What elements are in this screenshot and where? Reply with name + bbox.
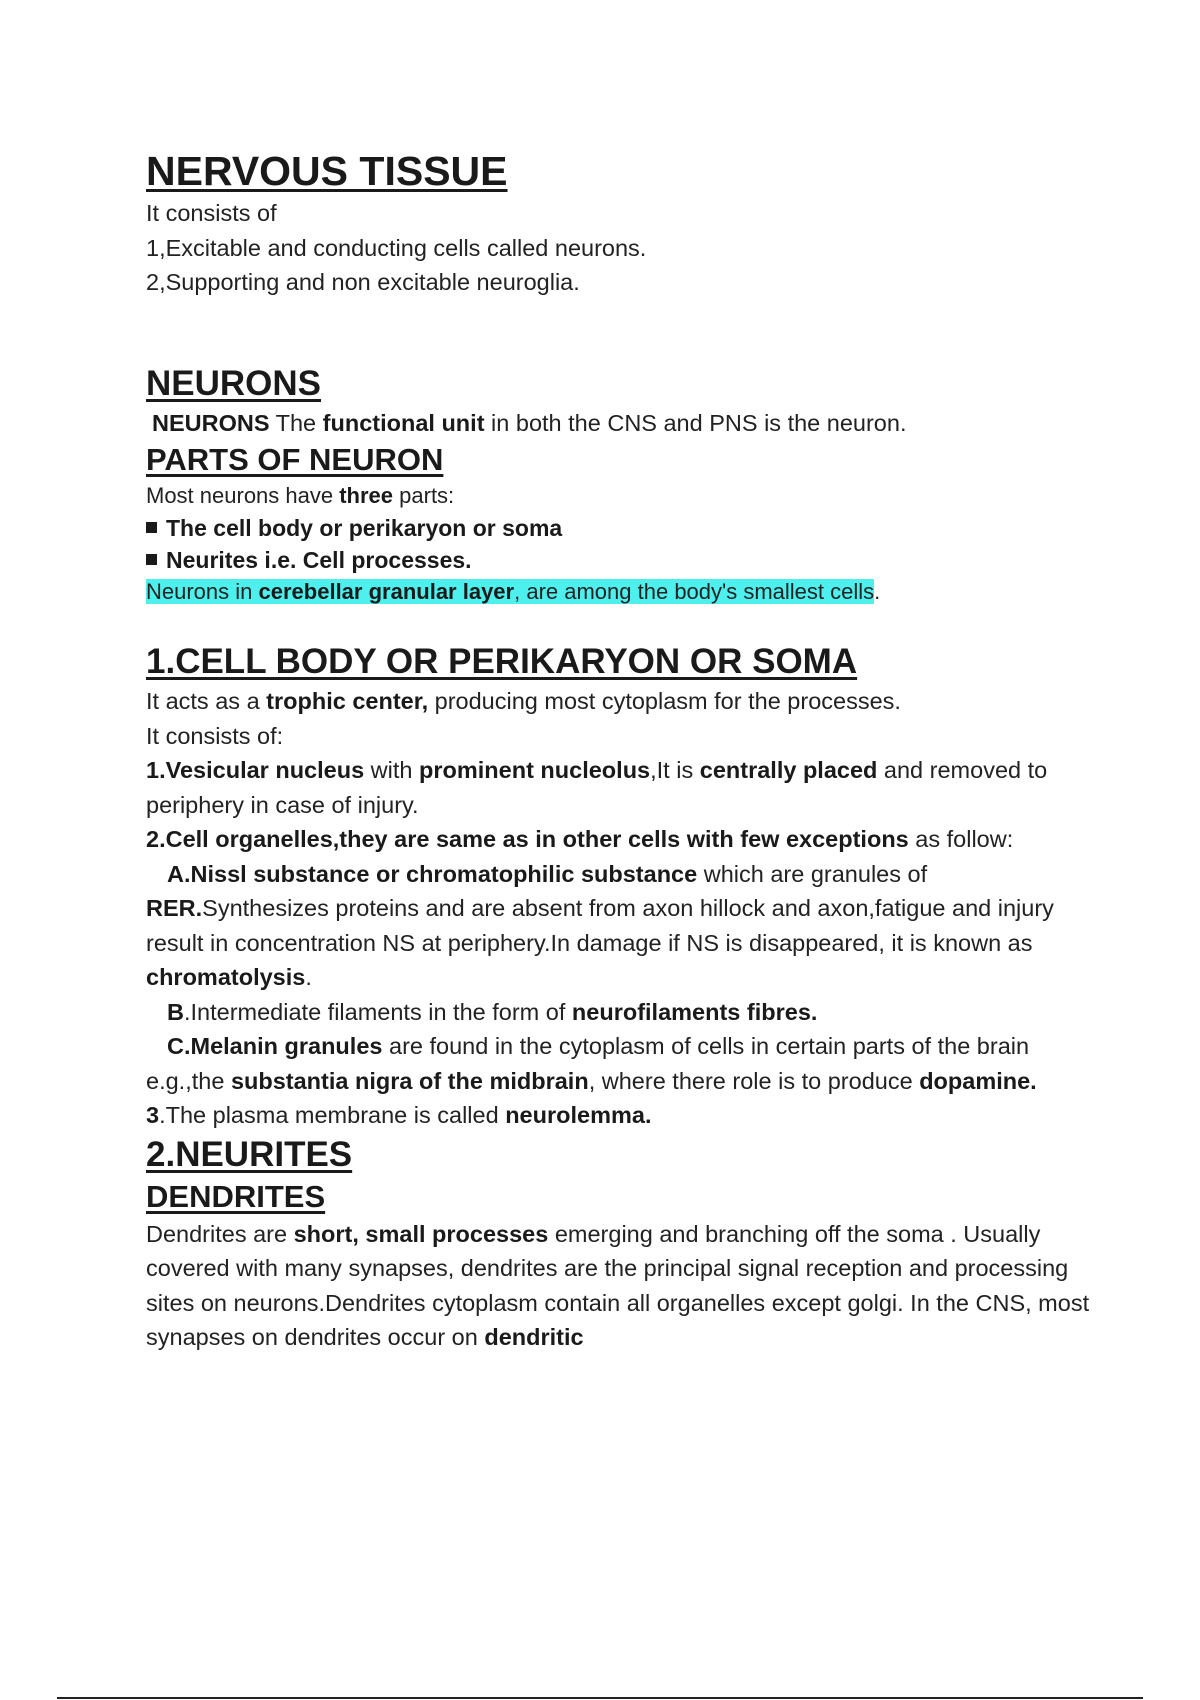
subsection-heading-dendrites: DENDRITES bbox=[146, 1178, 326, 1214]
paragraph: A.Nissl substance or chromatophilic substance which are granules of RER.Synthesizes proteins and are absent from axon hillock and axon,fatigue and injury result in concentration NS at periphery.In damage if NS is disappeared, it is known as chromatolysis. bbox=[146, 860, 1054, 990]
section-heading-cell-body: 1.CELL BODY OR PERIKARYON OR SOMA bbox=[146, 642, 858, 681]
section-heading-neurons: NEURONS bbox=[146, 363, 322, 403]
paragraph: 2.Cell organelles,they are same as in other cells with few exceptions as follow: bbox=[146, 826, 1014, 852]
bullet-square-icon bbox=[146, 554, 157, 565]
bullet-item: Neurites i.e. Cell processes. bbox=[146, 544, 1096, 576]
paragraph: It acts as a trophic center, producing most cytoplasm for the processes. bbox=[146, 688, 901, 714]
bullet-item: The cell body or perikaryon or soma bbox=[146, 512, 1096, 544]
page-title: NERVOUS TISSUE bbox=[146, 148, 508, 194]
document-page bbox=[146, 146, 1096, 1355]
paragraph: 1.Vesicular nucleus with prominent nucleolus,It is centrally placed and removed to periphery in case of injury. bbox=[146, 757, 1048, 818]
highlighted-note: Neurons in cerebellar granular layer, are among the body's smallest cells. bbox=[146, 579, 881, 604]
paragraph: Dendrites are short, small processes emerging and branching off the soma . Usually covered with many synapses, dendrites are the principal signal reception and processing sites on neurons.Dendrites cytoplasm contain all organelles except golgi. In the CNS, most synapses on dendrites occur on dendritic bbox=[146, 1220, 1090, 1350]
section-heading-neurites: 2.NEURITES bbox=[146, 1134, 353, 1174]
bullet-square-icon bbox=[146, 522, 157, 533]
neurons-definition: NEURONS The functional unit in both the CNS and PNS is the neuron. bbox=[152, 409, 907, 436]
paragraph: It consists of: bbox=[146, 722, 284, 749]
parts-intro: Most neurons have three parts: bbox=[146, 483, 455, 508]
paragraph: C.Melanin granules are found in the cytoplasm of cells in certain parts of the brain e.g.,the substantia nigra of the midbrain, where there role is to produce dopamine. bbox=[146, 1033, 1037, 1094]
page-bottom-divider bbox=[57, 1697, 1143, 1699]
paragraph: 3.The plasma membrane is called neurolemma. bbox=[146, 1102, 652, 1128]
section-heading-parts: PARTS OF NEURON bbox=[146, 442, 444, 477]
paragraph: B.Intermediate filaments in the form of neurofilaments fibres. bbox=[167, 998, 818, 1025]
intro-line: 1,Excitable and conducting cells called neurons. bbox=[146, 234, 647, 261]
intro-line: It consists of bbox=[146, 200, 277, 226]
intro-line: 2,Supporting and non excitable neuroglia. bbox=[146, 269, 580, 295]
